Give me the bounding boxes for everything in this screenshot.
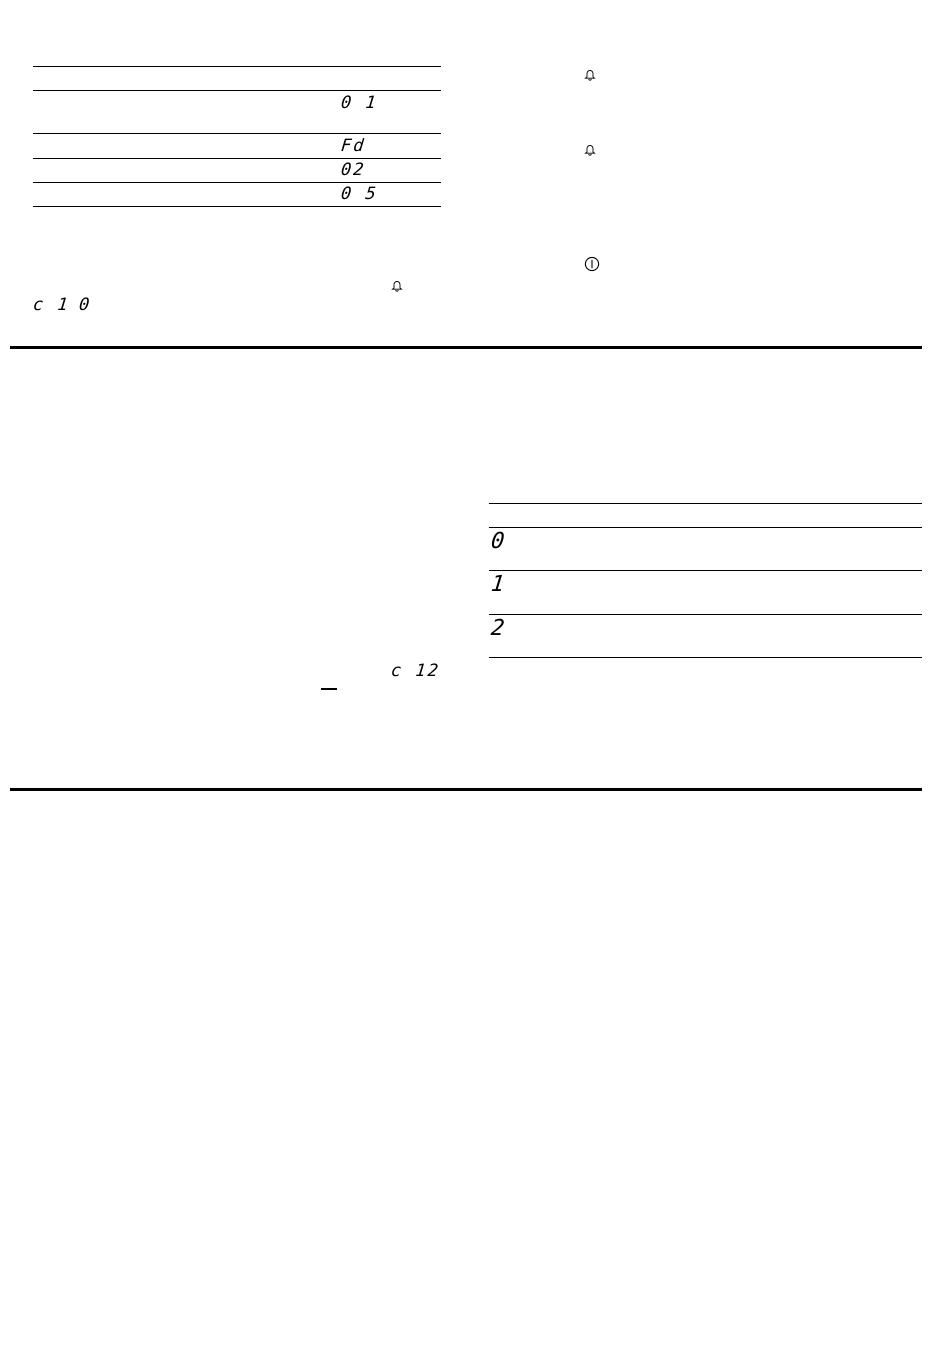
table1-code-4: 0 5 — [340, 184, 379, 204]
power-icon — [584, 256, 600, 272]
table2-code-2: 2 — [489, 616, 508, 641]
table1-row-border — [33, 182, 441, 183]
table1-header-border — [33, 90, 441, 91]
code-c1: c 1 — [32, 295, 71, 315]
table2-header-border — [489, 527, 922, 528]
bell-icon — [391, 279, 403, 292]
table1-code-3: 02 — [340, 160, 367, 180]
code-zero: 0 — [78, 295, 93, 315]
bell-icon — [584, 143, 596, 156]
table1-row-border — [33, 158, 441, 159]
table2-bottom-border — [489, 657, 922, 658]
table2-top-border — [489, 503, 922, 504]
table2-code-1: 1 — [489, 572, 508, 597]
table1-code-2: Fd — [340, 136, 367, 156]
table2-row-border — [489, 570, 922, 571]
underscore-mark — [321, 688, 337, 690]
section-divider — [10, 788, 922, 791]
table1-code-1: 0 1 — [340, 93, 379, 113]
table2-code-0: 0 — [489, 529, 508, 554]
table1-bottom-border — [33, 206, 441, 207]
table2-row-border — [489, 614, 922, 615]
table1-top-border — [33, 66, 441, 67]
bell-icon — [584, 68, 596, 81]
section-divider — [10, 346, 922, 349]
table1-row-border — [33, 133, 441, 134]
code-c12: c 12 — [390, 661, 442, 681]
